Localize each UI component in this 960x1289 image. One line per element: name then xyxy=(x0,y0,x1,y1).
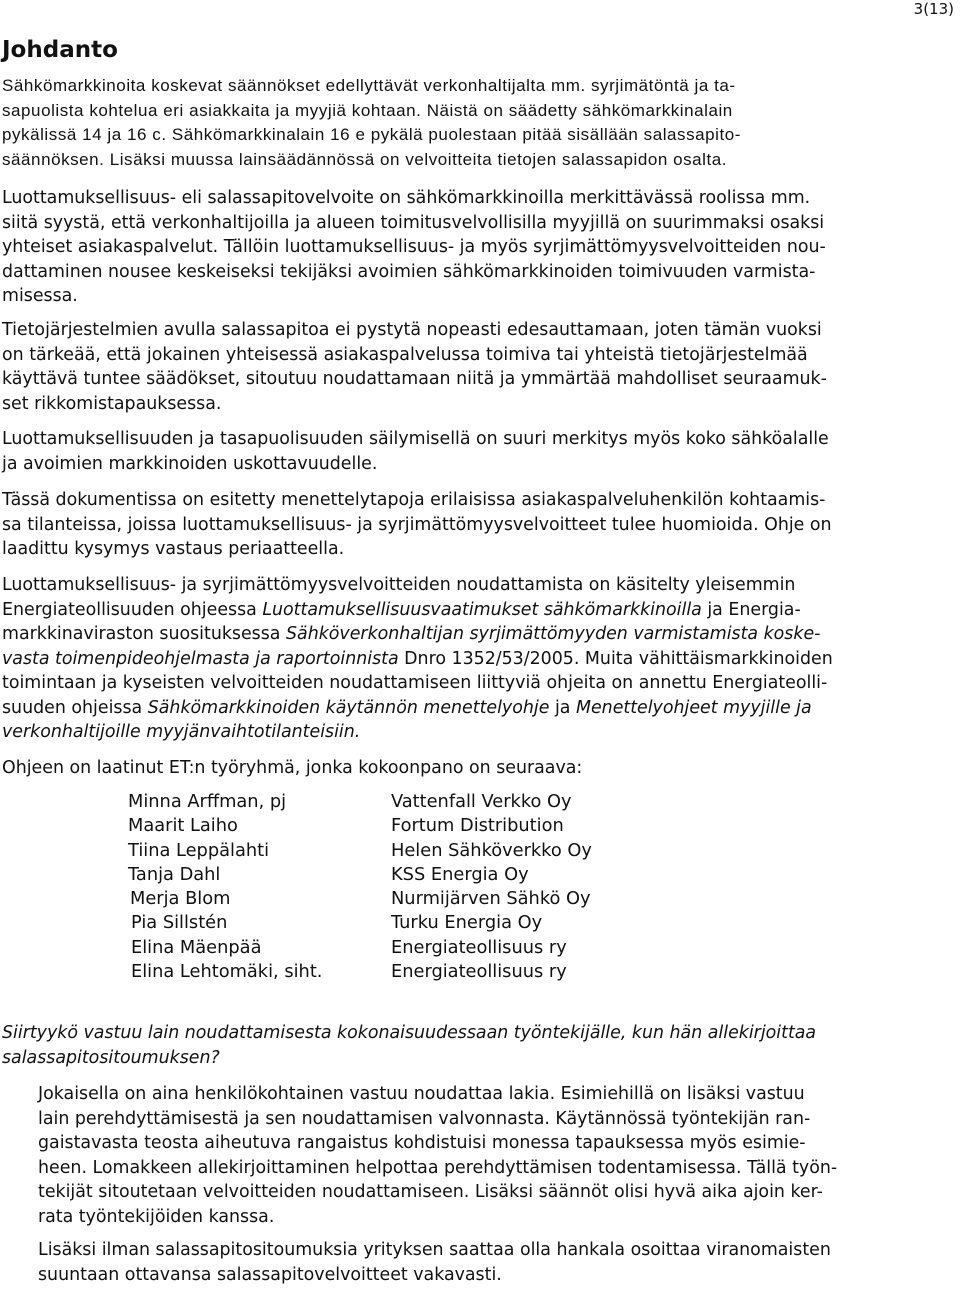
text-line: heen. Lomakkeen allekirjoittaminen helpottaa perehdyttämisen todentamisessa. Tällä työn- xyxy=(38,1157,838,1178)
text-line: pykälissä 14 ja 16 c. Sähkömarkkinalain 16 e pykälä puolestaan pitää sisällään salassapito- xyxy=(2,125,741,144)
member-name: Tanja Dahl xyxy=(128,863,221,885)
text-span: suuden ohjeissa xyxy=(2,697,148,718)
text-line: lain perehdyttämisestä ja sen noudattamisen valvonnasta. Käytännössä työntekijän ran- xyxy=(38,1108,811,1129)
text-line xyxy=(2,647,960,672)
page-number: 3(13) xyxy=(913,0,954,18)
question xyxy=(2,1021,960,1070)
member-name: Elina Mäenpää xyxy=(131,936,262,958)
text-line: gaistavasta teosta aiheutuva rangaistus kohdistuisi monessa tapauksessa myös esimie- xyxy=(38,1133,806,1153)
member-organization: Vattenfall Verkko Oy xyxy=(391,791,572,812)
member-organization: Nurmijärven Sähkö Oy xyxy=(391,888,591,910)
member-name: Tiina Leppälahti xyxy=(128,839,270,861)
team-intro: Ohjeen on laatinut ET:n työryhmä, jonka kokoonpano on seuraava: xyxy=(2,758,583,778)
text-line: käyttävä tuntee säädökset, sitoutuu noudattamaan niitä ja ymmärtää mahdolliset seuraamuk- xyxy=(2,369,827,389)
text-span: Energiateollisuuden ohjeessa xyxy=(2,599,263,620)
text-line: Tässä dokumentissa on esitetty menettelytapoja erilaisissa asiakaspalveluhenkilön kohtaamis- xyxy=(2,490,826,510)
text-line: tekijät sitoutetaan velvoitteiden noudattamiseen. Lisäksi säännöt olisi hyvä aika ajoin ker- xyxy=(38,1182,823,1202)
text-span: ja Energia- xyxy=(701,599,801,620)
answer-paragraph xyxy=(38,1082,958,1229)
member-organization: Energiateollisuus ry xyxy=(391,961,567,983)
text-line: on tärkeää, että jokainen yhteisessä asiakaspalvelussa toimiva tai yhteistä tietojärjestelmää xyxy=(2,344,808,365)
text-line: Luottamuksellisuuden ja tasapuolisuuden säilymisellä on suuri merkitys myös koko sähköalalle xyxy=(2,429,829,449)
member-name: Maarit Laiho xyxy=(128,815,238,837)
text-line: rata työntekijöiden kanssa. xyxy=(38,1206,275,1227)
member-organization: Helen Sähköverkko Oy xyxy=(391,839,592,861)
text-line: set rikkomistapauksessa. xyxy=(2,393,222,414)
text-line xyxy=(2,622,960,647)
document-title: Menettelyohjeet myyjille ja xyxy=(575,697,812,718)
text-line: Sähkömarkkinoita koskevat säännökset edellyttävät verkonhaltijalta mm. syrjimätöntä ja ta- xyxy=(2,76,736,95)
member-organization: KSS Energia Oy xyxy=(391,863,529,885)
member-organization: Fortum Distribution xyxy=(391,815,564,837)
trust-paragraph xyxy=(2,427,960,476)
text-span: ja xyxy=(549,697,576,718)
section-heading: Johdanto xyxy=(2,37,118,63)
text-line: toimintaan ja kyseisten velvoitteiden noudattamiseen liittyviä ohjeita on annettu Energiateolli- xyxy=(2,673,828,693)
systems-paragraph xyxy=(2,318,960,416)
references-paragraph xyxy=(2,573,960,745)
text-line: misessa. xyxy=(2,286,78,306)
text-line: sa tilanteissa, joissa luottamuksellisuus- ja syrjimättömyysvelvoitteet tulee huomioida. Ohje on xyxy=(2,514,832,535)
confidentiality-paragraph xyxy=(2,186,960,309)
text-line xyxy=(2,720,960,745)
text-line xyxy=(2,598,960,623)
document-title: Sähköverkonhaltijan syrjimättömyyden varmistamista koske- xyxy=(286,624,821,644)
member-organization: Energiateollisuus ry xyxy=(391,936,567,958)
document-title: verkonhaltijoille myyjänvaihtotilanteisiin. xyxy=(2,722,361,742)
text-line: laadittu kysymys vastaus periaatteella. xyxy=(2,539,345,559)
text-span: markkinaviraston suosituksessa xyxy=(2,624,286,644)
member-name: Elina Lehtomäki, siht. xyxy=(131,961,323,983)
member-name: Pia Sillstén xyxy=(131,912,228,934)
text-line: ja avoimien markkinoiden uskottavuudelle. xyxy=(2,453,378,474)
text-line: säännöksen. Lisäksi muussa lainsäädännössä on velvoitteita tietojen salassapidon osalta. xyxy=(2,149,728,169)
text-line: Tietojärjestelmien avulla salassapitoa ei pystytä nopeasti edesauttamaan, joten tämän vuoksi xyxy=(2,320,822,340)
answer-paragraph-2 xyxy=(38,1238,958,1287)
text-line xyxy=(2,696,960,721)
text-line: Lisäksi ilman salassapitositoumuksia yrityksen saattaa olla hankala osoittaa viranomaisten xyxy=(38,1240,831,1260)
member-organization: Turku Energia Oy xyxy=(391,912,543,934)
text-line: siitä syystä, että verkonhaltijoilla ja alueen toimitusvelvollisilla myyjillä on suurimmaksi osaksi xyxy=(2,212,825,233)
text-line: suuntaan ottavansa salassapitovelvoitteet vakavasti. xyxy=(38,1264,502,1285)
text-line: yhteiset asiakaspalvelut. Tällöin luottamuksellisuus- ja myös syrjimättömyysvelvoitteiden nou- xyxy=(2,237,826,257)
document-title: Sähkömarkkinoiden käytännön menettelyohje xyxy=(147,697,550,718)
text-line: dattaminen nousee keskeiseksi tekijäksi avoimien sähkömarkkinoiden toimivuuden varmista- xyxy=(2,261,816,282)
member-name: Minna Arffman, pj xyxy=(128,791,287,812)
text-line: Luottamuksellisuus- ja syrjimättömyysvelvoitteiden noudattamista on käsitelty yleisemmin xyxy=(2,575,796,595)
member-name: Merja Blom xyxy=(130,888,231,910)
text-line: sapuolista kohtelua eri asiakkaita ja myyjiä kohtaan. Näistä on säädetty sähkömarkkinalain xyxy=(2,100,733,120)
document-scope-paragraph xyxy=(2,488,960,562)
document-title: Luottamuksellisuusvaatimukset sähkömarkkinoilla xyxy=(262,599,702,620)
intro-paragraph xyxy=(2,74,960,172)
document-title: vasta toimenpideohjelmasta ja raportoinnista xyxy=(2,648,399,669)
text-span: Dnro 1352/53/2005. Muita vähittäismarkkinoiden xyxy=(398,648,833,669)
text-line: Jokaisella on aina henkilökohtainen vastuu noudattaa lakia. Esimiehillä on lisäksi vastuu xyxy=(38,1084,805,1104)
text-line: Luottamuksellisuus- eli salassapitovelvoite on sähkömarkkinoilla merkittävässä roolissa mm. xyxy=(2,188,811,208)
text-line: Siirtyykö vastuu lain noudattamisesta kokonaisuudessaan työntekijälle, kun hän allekirjoittaa xyxy=(2,1023,817,1043)
text-line: salassapitositoumuksen? xyxy=(2,1047,220,1068)
